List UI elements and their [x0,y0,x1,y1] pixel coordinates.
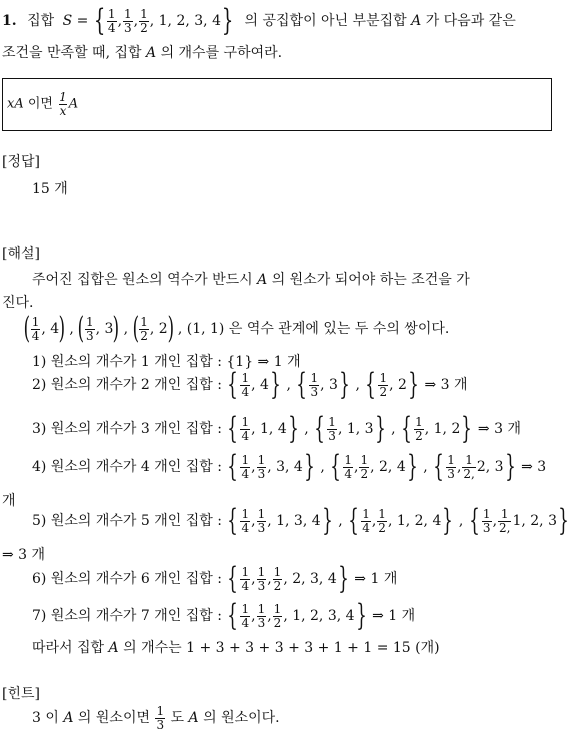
brace: } [355,598,367,634]
case-1: 1) 원소의 개수가 1 개인 집합 : {1} ⇒ 1 개 [32,354,301,370]
subset: { $\frac{1}{4}$ , $\frac{1}{2}$ , 2, 4} [330,449,418,485]
problem-line-2: 조건을 만족할 때, 집합 A 의 개수를 구하여라. [2,45,283,61]
brace: { [227,411,239,447]
answer-value: 15 개 [32,181,68,197]
subset: { $\frac{1}{3}$ , $\frac{1}{2,}$ 1, 2, 3} [469,503,569,539]
subset: { $\frac{1}{3}$ , $\frac{1}{2,}$ 2, 3} [433,449,516,485]
answer-label: [정답] [2,154,40,170]
subset: { $\frac{1}{4}$ , $\frac{1}{3}$ , $\frac{1}{2}$ , 2, 3, 4} [227,561,349,597]
brace: } [321,503,333,539]
fraction: $\frac{1}{2}$ [378,507,386,535]
subset: { $\frac{1}{4}$ , $\frac{1}{2}$ , 1, 2, 4} [348,503,454,539]
fraction: $\frac{1}{2}$ [273,602,282,630]
hint-fraction: $\frac{1}{3}$ [156,704,165,732]
subset: { $\frac{1}{2}$ , 2} [365,367,419,403]
condition-box: xA 이면 $\frac{1}{x}$ A [2,78,552,131]
fraction: $\frac{1}{3}$ [257,453,266,481]
case-5-result: ⇒ 3 개 [2,547,46,563]
fraction: $\frac{1}{4}$ [241,565,250,593]
fraction: $\frac{1}{2}$ [273,565,282,593]
brace: { [401,411,412,447]
brace: } [408,367,419,403]
brace: { [227,561,239,597]
fraction: $\frac{1}{4}$ [241,602,250,630]
case-3: 3) 원소의 개수가 3 개인 집합 : { $\frac{1}{4}$ , 1, 4} , { $\frac{1}{3}$ , 1, 3} , { $\frac{1}{2}$ , 1, 2} ⇒ 3 개 [32,411,521,447]
fraction: $\frac{1}{4}$ [362,507,370,535]
brace: { [469,503,480,539]
brace: { [314,411,326,447]
fraction: $\frac{1}{2}$ [360,453,369,481]
fraction: $\frac{1}{3}$ [124,7,132,35]
brace: { [348,503,359,539]
fraction: $\frac{1}{2}$ [379,371,388,399]
set-s-elements: $\frac{1}{4}$ , $\frac{1}{3}$ , $\frac{1}{2}$ , 1, 2, 3, 4 [107,7,221,35]
brace: } [442,503,454,539]
fraction: $\frac{1}{4}$ [241,371,250,399]
solution-pairs: ( $\frac{1}{4}$ , 4) , ( $\frac{1}{3}$ , 3) , ( $\frac{1}{2}$ , 2) , (1, 1) 은 역수 관계에 있는 두 수의 쌍이다. [23,311,450,347]
fraction: $\frac{1}{2}$ [140,315,148,343]
brace: } [407,449,418,485]
subset: { $\frac{1}{4}$ , 4} [227,367,281,403]
brace: } [504,449,516,485]
solution-label: [해설] [2,246,40,262]
fraction: $\frac{1}{2,}$ [499,507,511,535]
brace: { [296,367,308,403]
fraction: $\frac{1}{2}$ [415,415,423,443]
brace: } [461,411,473,447]
subset: { $\frac{1}{4}$ , $\frac{1}{3}$ , $\frac{1}{2}$ , 1, 2, 3, 4} [227,598,367,634]
brace: } [270,367,281,403]
brace: } [374,411,386,447]
brace: { [330,449,342,485]
fraction: $\frac{1}{4}$ [241,453,250,481]
subset: { $\frac{1}{2}$ , 1, 2} [401,411,473,447]
subset: { $\frac{1}{4}$ , 1, 4} [227,411,299,447]
brace: } [339,367,350,403]
condition-fraction: $\frac{1}{x}$ [59,90,67,118]
fraction: $\frac{1}{3}$ [328,415,336,443]
subset: { $\frac{1}{4}$ , $\frac{1}{3}$ , 1, 3, 4} [227,503,333,539]
brace: { [227,367,239,403]
problem-number: 1. [2,13,17,30]
subset: { $\frac{1}{3}$ , 1, 3} [314,411,386,447]
brace: } [558,503,569,539]
reciprocal-pair: ( $\frac{1}{3}$ , 3) [77,311,120,347]
case-6: 6) 원소의 개수가 6 개인 집합 : { $\frac{1}{4}$ , $\frac{1}{3}$ , $\frac{1}{2}$ , 2, 3, 4} ⇒ 1 개 [32,561,398,597]
solution-intro-2: 진다. [2,295,34,311]
fraction: $\frac{1}{3}$ [257,602,266,630]
fraction: $\frac{1}{4}$ [241,415,250,443]
reciprocal-pair: ( $\frac{1}{4}$ , 4) [23,311,66,347]
conclusion: 따라서 집합 A 의 개수는 1 + 3 + 3 + 3 + 3 + 1 + 1 = 15 (개) [32,640,440,656]
subset: { $\frac{1}{3}$ , 3} [296,367,350,403]
fraction: $\frac{1}{3}$ [257,507,266,535]
fraction: $\frac{1}{4}$ [31,315,40,343]
case-7: 7) 원소의 개수가 7 개인 집합 : { $\frac{1}{4}$ , $\frac{1}{3}$ , $\frac{1}{2}$ , 1, 2, 3, 4} ⇒ 1 개 [32,598,416,634]
fraction: $\frac{1}{4}$ [241,507,250,535]
brace: { [227,449,239,485]
fraction: $\frac{1}{3}$ [257,565,266,593]
fraction: $\frac{1}{3}$ [85,315,94,343]
fraction: $\frac{1}{2}$ [140,7,148,35]
brace: { [365,367,377,403]
brace: { [433,449,445,485]
case-5: 5) 원소의 개수가 5 개인 집합 : { $\frac{1}{4}$ , $\frac{1}{3}$ , 1, 3, 4} , { $\frac{1}{4}$ , $\frac{1}{2}$ , 1, 2, 4} , { $\frac{1}{3}$ , $\frac{1}{2,}$ 1, 2, 3} [32,503,569,539]
hint-label: [힌트] [2,686,40,702]
case-4-tail: 개 [2,493,16,509]
hint-text: 3 이 A 의 원소이면 $\frac{1}{3}$ 도 A 의 원소이다. [32,704,280,732]
case-4: 4) 원소의 개수가 4 개인 집합 : { $\frac{1}{4}$ , $\frac{1}{3}$ , 3, 4} , { $\frac{1}{4}$ , $\frac{1}{2}$ , 2, 4} , { $\frac{1}{3}$ , $\frac{1}{2,}$ 2, 3} ⇒ 3 [32,449,547,485]
fraction: $\frac{1}{4}$ [344,453,353,481]
brace: } [304,449,315,485]
brace: { [227,503,239,539]
fraction: $\frac{1}{3}$ [447,453,455,481]
solution-intro-1: 주어진 집합은 원소의 역수가 반드시 A 의 원소가 되어야 하는 조건을 가 [32,272,470,288]
brace: } [288,411,299,447]
brace: { [227,598,239,634]
reciprocal-pair: ( $\frac{1}{2}$ , 2) [132,311,174,347]
problem-line-1: 1. 집합 S = { $\frac{1}{4}$ , $\frac{1}{3}$ , $\frac{1}{2}$ , 1, 2, 3, 4} 의 공집합이 아닌 부분집합 A 가 다음과 같은 [2,3,516,39]
subset: { $\frac{1}{4}$ , $\frac{1}{3}$ , 3, 4} [227,449,315,485]
case-2: 2) 원소의 개수가 2 개인 집합 : { $\frac{1}{4}$ , 4} , { $\frac{1}{3}$ , 3} , { $\frac{1}{2}$ , 2} ⇒ 3 개 [32,367,468,403]
fraction: $\frac{1}{3}$ [482,507,491,535]
fraction: $\frac{1}{2,}$ [463,453,475,481]
fraction: $\frac{1}{3}$ [310,371,319,399]
fraction: $\frac{1}{4}$ [107,7,116,35]
brace: } [338,561,349,597]
